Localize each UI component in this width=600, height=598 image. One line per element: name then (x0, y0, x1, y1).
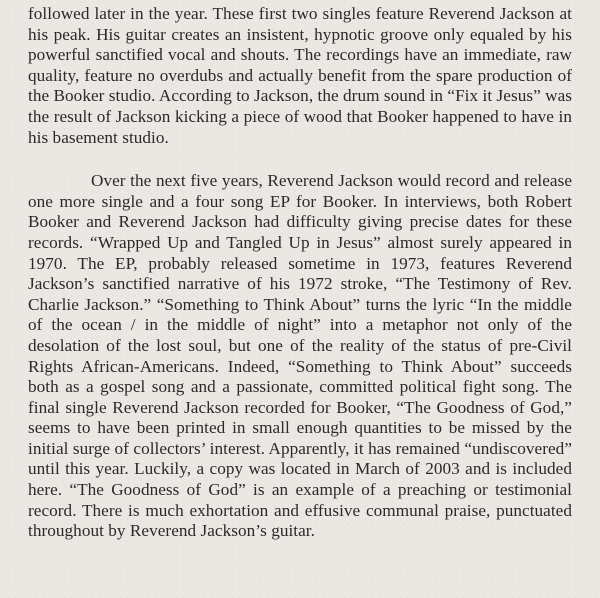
paragraph-continuation: followed later in the year. These first two singles feature Reverend Jackson at his peak. His guitar creates an insistent, hypnotic groove only equaled by his powerful sanctified vocal and shouts. The recordings have an immediate, raw quality, feature no overdubs and actually benefit from the spare production of the Booker studio. According to Jackson, the drum sound in “Fix it Jesus” was the result of Jackson kicking a piece of wood that Booker happened to have in his basement studio. (28, 4, 572, 147)
paragraph-next-five-years: Over the next five years, Reverend Jackson would record and release one more single and a four song EP for Booker. In interviews, both Robert Booker and Reverend Jackson had difficulty giving precise dates for these records. “Wrapped Up and Tangled Up in Jesus” almost surely appeared in 1970. The EP, probably released sometime in 1973, features Reverend Jackson’s sanctified narrative of his 1972 stroke, “The Testimony of Rev. Charlie Jackson.” “Something to Think About” turns the lyric “In the middle of the ocean / in the middle of night” into a metaphor not only of the desolation of the lost soul, but one of the reality of the status of pre-Civil Rights African-Americans. Indeed, “Something to Think About” succeeds both as a gospel song and a passionate, committed political fight song. The final single Reverend Jackson recorded for Booker, “The Goodness of God,” seems to have been printed in small enough quantities to be missed by the initial surge of collectors’ interest. Apparently, it has remained “undiscovered” until this year. Luckily, a copy was located in March of 2003 and is included here. “The Goodness of God” is an example of a preaching or testimonial record. There is much exhortation and effusive communal praise, punctuated throughout by Reverend Jackson’s guitar. (28, 171, 572, 541)
